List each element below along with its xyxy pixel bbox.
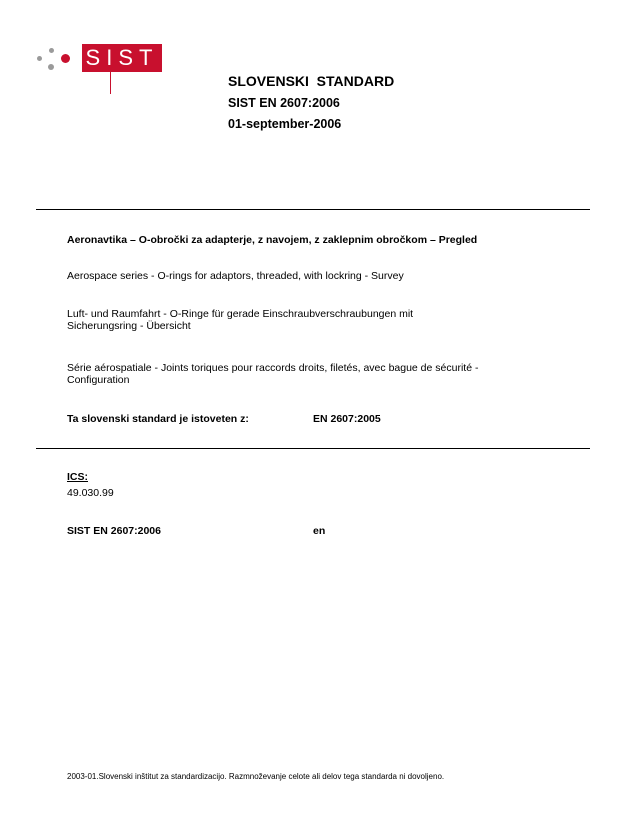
title-german-line1: Luft- und Raumfahrt - O-Ringe für gerade Einschraubverschraubungen mit bbox=[67, 308, 414, 320]
logo-text: SIST bbox=[82, 44, 162, 72]
identical-label: Ta slovenski standard je istoveten z: bbox=[67, 413, 249, 425]
title-german bbox=[67, 308, 413, 332]
title-english: Aerospace series - O-rings for adaptors, threaded, with lockring - Survey bbox=[67, 270, 404, 282]
designation-lang: en bbox=[313, 525, 326, 537]
title-german-line2: Sicherungsring - Übersicht bbox=[67, 320, 191, 332]
ics-value: 49.030.99 bbox=[67, 487, 114, 499]
standard-heading: SLOVENSKI STANDARD bbox=[228, 73, 395, 89]
title-french-line2: Configuration bbox=[67, 374, 130, 386]
logo-dot-icon bbox=[61, 54, 70, 63]
designation-code: SIST EN 2607:2006 bbox=[67, 525, 161, 537]
identical-value: EN 2607:2005 bbox=[313, 413, 381, 425]
logo-line bbox=[110, 72, 111, 94]
logo-dot-icon bbox=[37, 56, 42, 61]
title-french bbox=[67, 362, 478, 386]
title-french-line1: Série aérospatiale - Joints toriques pour raccords droits, filetés, avec bague de sécurité - bbox=[67, 362, 479, 374]
title-slovenian: Aeronavtika – O-obročki za adapterje, z navojem, z zaklepnim obročkom – Pregled bbox=[67, 234, 478, 246]
logo-dot-icon bbox=[48, 64, 54, 70]
standard-code: SIST EN 2607:2006 bbox=[228, 96, 340, 110]
bottom-divider bbox=[36, 448, 590, 449]
ics-label: ICS: bbox=[67, 471, 88, 483]
top-divider bbox=[36, 209, 590, 210]
logo-dot-icon bbox=[49, 48, 54, 53]
standard-date: 01-september-2006 bbox=[228, 117, 342, 131]
copyright-footer: 2003-01.Slovenski inštitut za standardizacijo. Razmnoževanje celote ali delov tega standarda ni dovoljeno. bbox=[67, 772, 445, 781]
